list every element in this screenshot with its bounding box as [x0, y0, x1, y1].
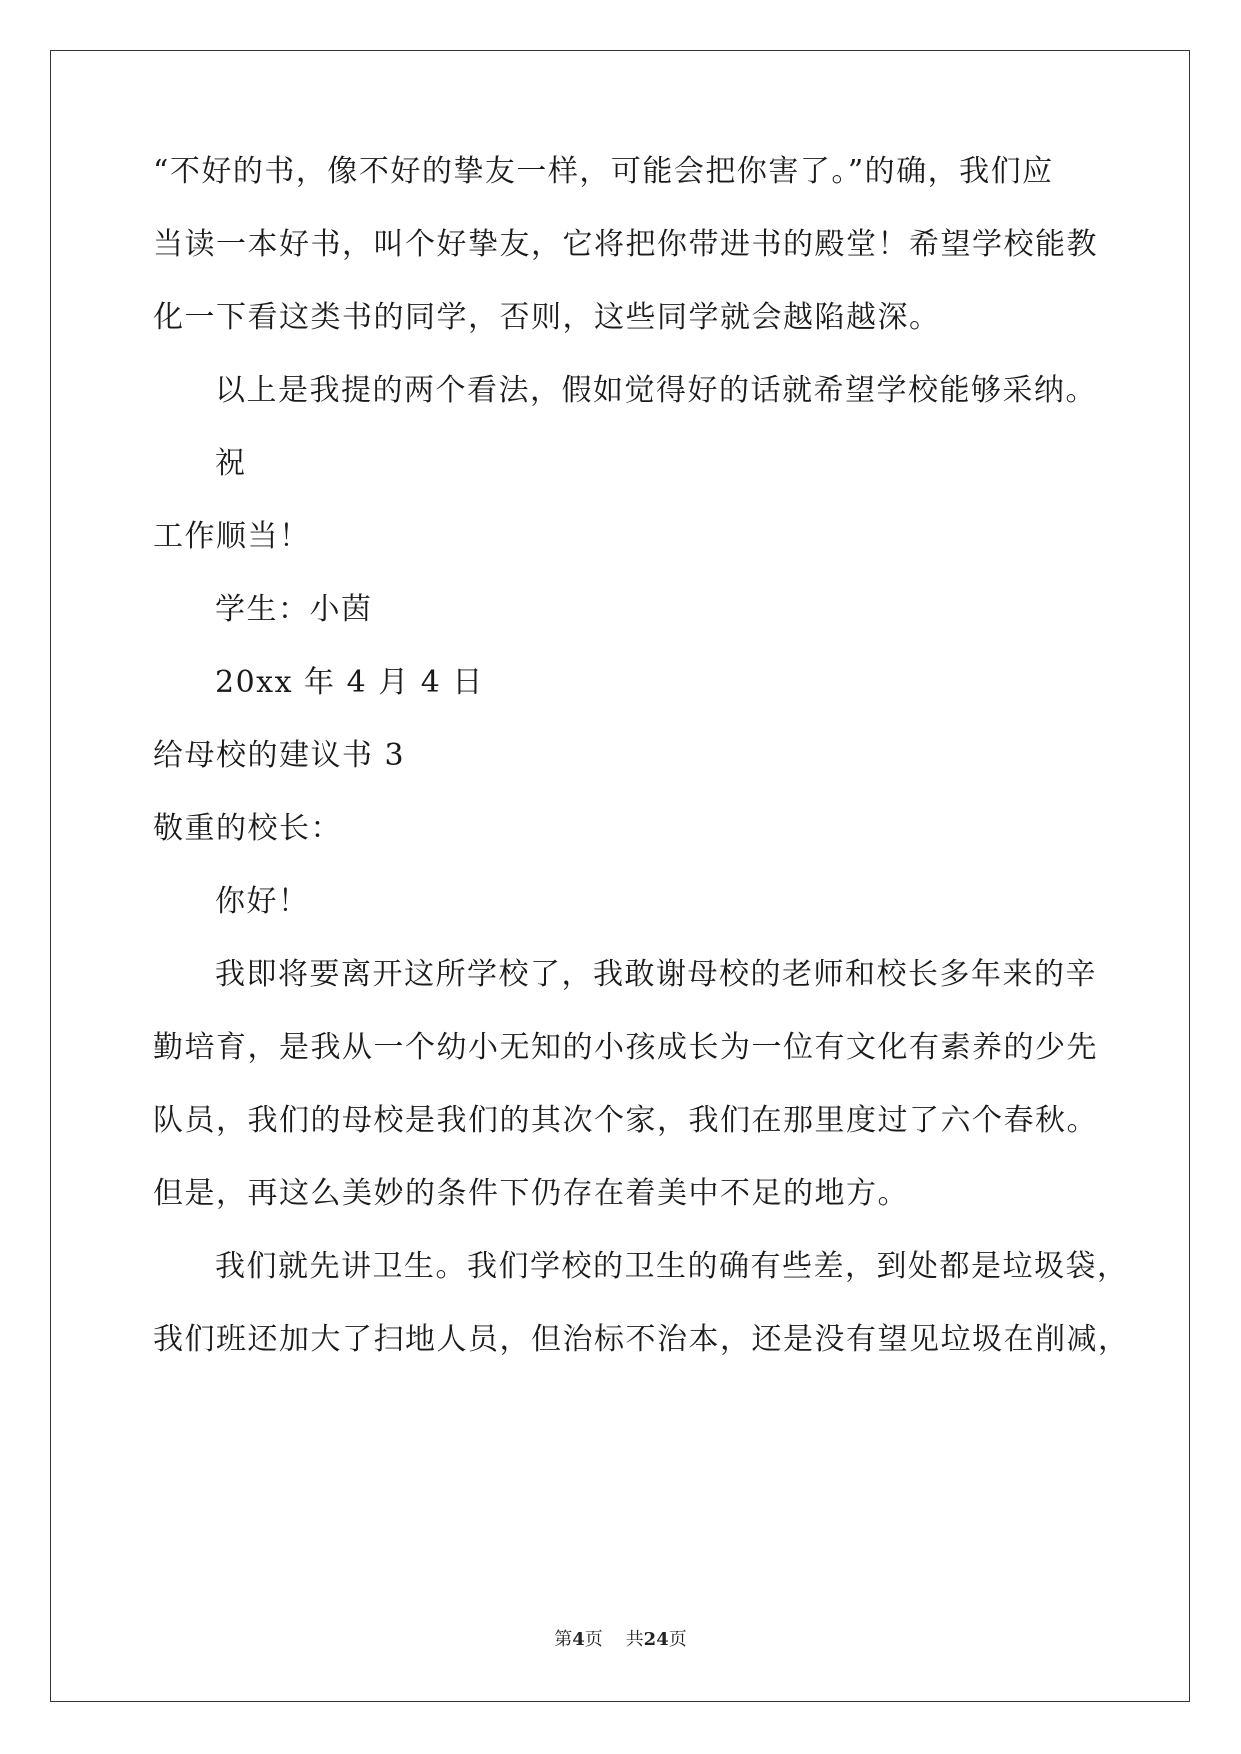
paragraph-line: 化一下看这类书的同学，否则，这些同学就会越陷越深。	[153, 300, 941, 335]
closing-wish: 工作顺当！	[153, 519, 311, 554]
paragraph-line: 当读一本好书，叫个好挚友，它将把你带进书的殿堂！希望学校能教	[153, 227, 1098, 262]
letter-salutation: 敬重的校长：	[153, 811, 342, 846]
letter-date: 20xx 年 4 月 4 日	[215, 665, 484, 700]
page-number: 4	[572, 1629, 585, 1650]
greeting: 你好！	[215, 884, 310, 919]
paragraph-line: 以上是我提的两个看法，假如觉得好的话就希望学校能够采纳。	[215, 373, 1097, 408]
paragraph-line: 我们就先讲卫生。我们学校的卫生的确有些差，到处都是垃圾袋，	[215, 1249, 1129, 1284]
paragraph-line: 队员，我们的母校是我们的其次个家，我们在那里度过了六个春秋。	[153, 1103, 1098, 1138]
closing-salutation: 祝	[215, 446, 247, 481]
total-prefix: 共	[625, 1629, 644, 1650]
paragraph-line: 但是，再这么美妙的条件下仍存在着美中不足的地方。	[153, 1176, 909, 1211]
paragraph-line: “不好的书，像不好的挚友一样，可能会把你害了。”的确，我们应	[153, 154, 1054, 189]
page-prefix: 第	[554, 1629, 573, 1650]
page-suffix: 页	[584, 1629, 603, 1650]
paragraph-line: 勤培育，是我从一个幼小无知的小孩成长为一位有文化有素养的少先	[153, 1030, 1098, 1065]
section-title: 给母校的建议书 3	[153, 738, 406, 773]
page-footer	[0, 1628, 1241, 1652]
paragraph-line: 我们班还加大了扫地人员，但治标不治本，还是没有望见垃圾在削减，	[153, 1322, 1130, 1357]
paragraph-line: 我即将要离开这所学校了，我敢谢母校的老师和校长多年来的辛	[215, 957, 1097, 992]
signature: 学生：小茵	[215, 592, 373, 627]
total-suffix: 页	[668, 1629, 687, 1650]
total-pages: 24	[643, 1629, 669, 1650]
